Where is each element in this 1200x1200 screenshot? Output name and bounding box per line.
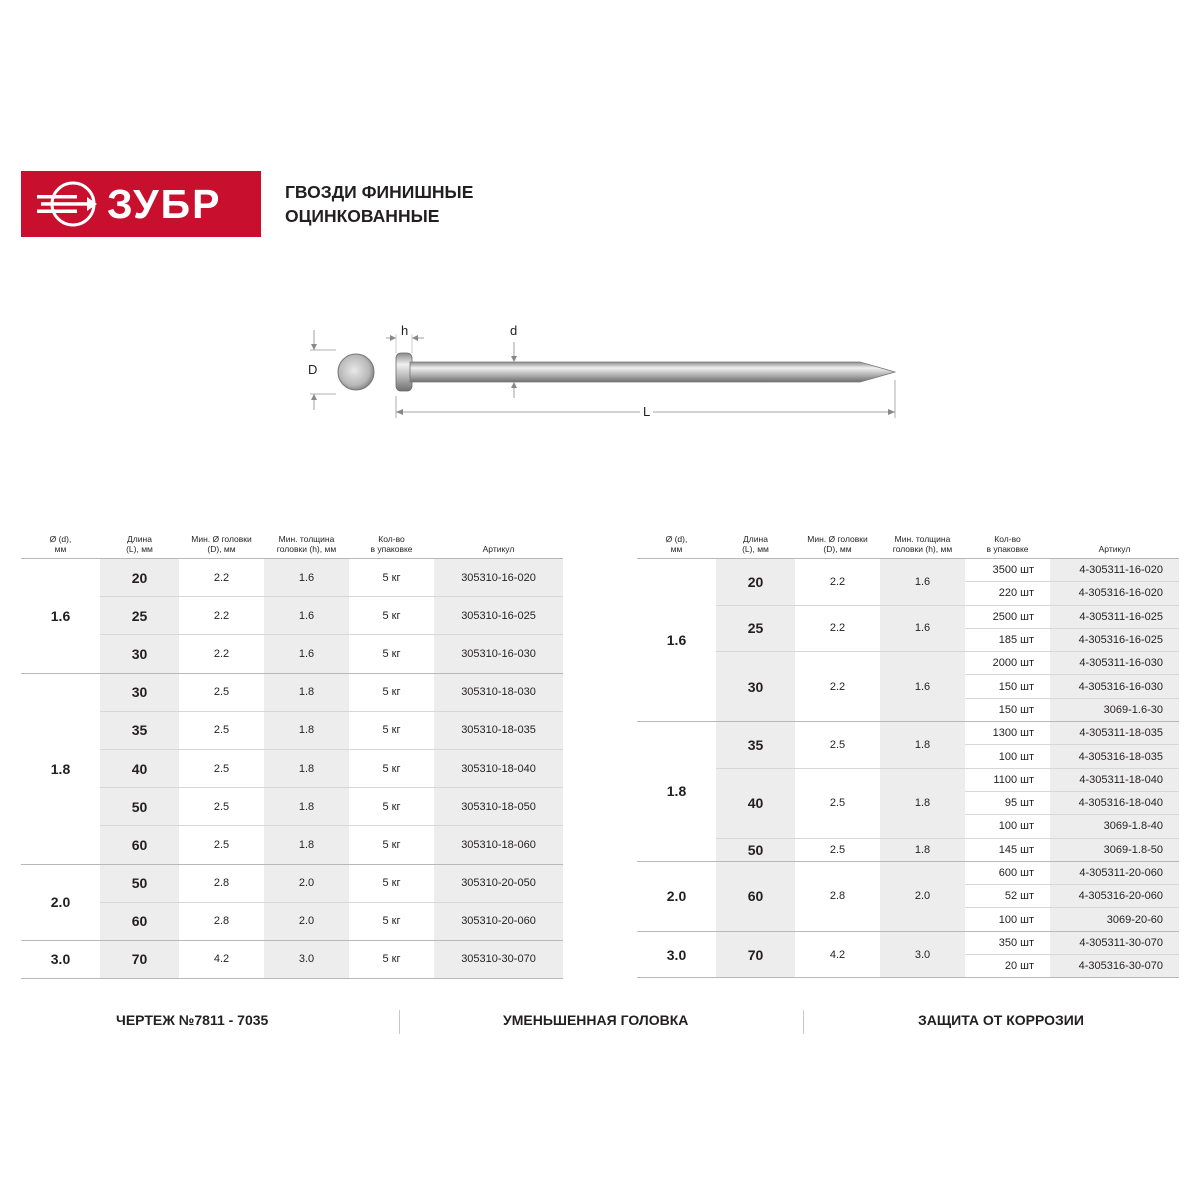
article-cell: 4-305316-18-035 <box>1050 745 1179 768</box>
article-cell: 305310-18-060 <box>434 826 563 864</box>
quantity-cell: 350 шт <box>965 931 1050 954</box>
length-cell: 50 <box>100 788 179 826</box>
diameter-cell: 3.0 <box>21 940 100 978</box>
column-header-length: Длина (L), мм <box>100 528 179 559</box>
head-diameter-cell: 2.8 <box>179 864 264 902</box>
length-cell: 50 <box>716 838 795 861</box>
nail-illustration <box>300 318 920 428</box>
head-thickness-cell: 2.0 <box>264 864 349 902</box>
table-row <box>21 673 563 711</box>
quantity-cell: 5 кг <box>349 788 434 826</box>
table-row <box>21 711 563 749</box>
head-thickness-cell: 1.8 <box>264 711 349 749</box>
head-thickness-cell: 1.8 <box>880 838 965 861</box>
article-cell: 4-305311-30-070 <box>1050 931 1179 954</box>
head-thickness-cell: 2.0 <box>880 861 965 931</box>
article-cell: 4-305311-16-020 <box>1050 559 1179 582</box>
quantity-cell: 220 шт <box>965 582 1050 605</box>
length-cell: 50 <box>100 864 179 902</box>
brand-logo <box>21 171 261 237</box>
column-header-qty: Кол-во в упаковке <box>349 528 434 559</box>
length-cell: 25 <box>716 605 795 652</box>
quantity-cell: 145 шт <box>965 838 1050 861</box>
quantity-cell: 150 шт <box>965 698 1050 721</box>
head-diameter-cell: 2.5 <box>179 673 264 711</box>
article-cell: 4-305311-16-025 <box>1050 605 1179 628</box>
table-row <box>637 652 1179 675</box>
table-row <box>21 864 563 902</box>
length-cell: 60 <box>100 902 179 940</box>
head-diameter-cell: 2.2 <box>795 652 880 722</box>
quantity-cell: 5 кг <box>349 635 434 673</box>
table-row <box>21 749 563 787</box>
quantity-cell: 2500 шт <box>965 605 1050 628</box>
article-cell: 305310-18-050 <box>434 788 563 826</box>
head-thickness-cell: 1.8 <box>880 722 965 769</box>
quantity-cell: 1100 шт <box>965 768 1050 791</box>
quantity-cell: 2000 шт <box>965 652 1050 675</box>
length-cell: 30 <box>716 652 795 722</box>
table-row <box>637 605 1179 628</box>
table-row <box>21 940 563 978</box>
head-diameter-cell: 2.2 <box>179 635 264 673</box>
product-title <box>285 180 473 228</box>
article-cell: 305310-20-050 <box>434 864 563 902</box>
dimension-label-d: d <box>510 323 518 338</box>
head-thickness-cell: 1.8 <box>264 826 349 864</box>
head-diameter-cell: 2.5 <box>179 826 264 864</box>
quantity-cell: 185 шт <box>965 628 1050 651</box>
table-row <box>21 559 563 597</box>
head-thickness-cell: 1.6 <box>264 559 349 597</box>
head-thickness-cell: 1.8 <box>264 749 349 787</box>
footer-feature-corrosion: ЗАЩИТА ОТ КОРРОЗИИ <box>918 1012 1084 1028</box>
quantity-cell: 5 кг <box>349 940 434 978</box>
head-diameter-cell: 2.2 <box>795 559 880 606</box>
table-row <box>637 861 1179 884</box>
article-cell: 305310-16-025 <box>434 597 563 635</box>
length-cell: 60 <box>716 861 795 931</box>
article-cell: 4-305316-16-030 <box>1050 675 1179 698</box>
article-cell: 3069-1.8-40 <box>1050 815 1179 838</box>
length-cell: 35 <box>716 722 795 769</box>
length-cell: 30 <box>100 635 179 673</box>
column-header-head-d: Мин. Ø головки (D), мм <box>179 528 264 559</box>
length-cell: 20 <box>100 559 179 597</box>
table-header-row <box>21 528 563 559</box>
brand-name: ЗУБР <box>107 181 222 227</box>
article-cell: 4-305316-18-040 <box>1050 791 1179 814</box>
quantity-cell: 150 шт <box>965 675 1050 698</box>
article-cell: 4-305311-18-040 <box>1050 768 1179 791</box>
head-diameter-cell: 2.8 <box>795 861 880 931</box>
head-thickness-cell: 1.6 <box>880 652 965 722</box>
article-cell: 3069-1.6-30 <box>1050 698 1179 721</box>
quantity-cell: 5 кг <box>349 711 434 749</box>
article-cell: 305310-20-060 <box>434 902 563 940</box>
diameter-cell: 1.6 <box>21 559 100 674</box>
table-row <box>637 931 1179 954</box>
table-row <box>637 768 1179 791</box>
length-cell: 25 <box>100 597 179 635</box>
diameter-cell: 2.0 <box>637 861 716 931</box>
column-header-article: Артикул <box>434 528 563 559</box>
column-header-head-h: Мин. толщина головки (h), мм <box>880 528 965 559</box>
table-row <box>21 635 563 673</box>
column-header-head-d: Мин. Ø головки (D), мм <box>795 528 880 559</box>
table-row <box>637 722 1179 745</box>
quantity-cell: 600 шт <box>965 861 1050 884</box>
column-header-article: Артикул <box>1050 528 1179 559</box>
quantity-cell: 52 шт <box>965 885 1050 908</box>
column-header-diameter: Ø (d), мм <box>637 528 716 559</box>
quantity-cell: 20 шт <box>965 955 1050 978</box>
column-header-diameter: Ø (d), мм <box>21 528 100 559</box>
table-header-row <box>637 528 1179 559</box>
head-thickness-cell: 1.6 <box>264 635 349 673</box>
head-thickness-cell: 1.8 <box>264 788 349 826</box>
head-thickness-cell: 3.0 <box>880 931 965 978</box>
table-row <box>637 559 1179 582</box>
column-header-head-h: Мин. толщина головки (h), мм <box>264 528 349 559</box>
article-cell: 4-305316-16-025 <box>1050 628 1179 651</box>
diameter-cell: 1.6 <box>637 559 716 722</box>
article-cell: 4-305311-16-030 <box>1050 652 1179 675</box>
quantity-cell: 1300 шт <box>965 722 1050 745</box>
length-cell: 40 <box>100 749 179 787</box>
length-cell: 70 <box>716 931 795 978</box>
length-cell: 20 <box>716 559 795 606</box>
article-cell: 4-305311-20-060 <box>1050 861 1179 884</box>
table-row <box>637 838 1179 861</box>
table-row <box>21 902 563 940</box>
spec-table-pieces <box>637 528 1179 978</box>
footer-divider <box>399 1010 400 1034</box>
head-thickness-cell: 1.8 <box>880 768 965 838</box>
head-diameter-cell: 4.2 <box>179 940 264 978</box>
head-thickness-cell: 1.6 <box>880 605 965 652</box>
table-row <box>21 788 563 826</box>
article-cell: 4-305316-16-020 <box>1050 582 1179 605</box>
column-header-qty: Кол-во в упаковке <box>965 528 1050 559</box>
head-diameter-cell: 2.5 <box>179 711 264 749</box>
quantity-cell: 100 шт <box>965 908 1050 931</box>
head-thickness-cell: 1.8 <box>264 673 349 711</box>
length-cell: 40 <box>716 768 795 838</box>
quantity-cell: 5 кг <box>349 902 434 940</box>
article-cell: 305310-18-040 <box>434 749 563 787</box>
head-thickness-cell: 1.6 <box>880 559 965 606</box>
dimension-label-L: L <box>640 404 653 419</box>
head-diameter-cell: 2.5 <box>795 838 880 861</box>
footer-feature-head: УМЕНЬШЕННАЯ ГОЛОВКА <box>503 1012 689 1028</box>
diameter-cell: 1.8 <box>21 673 100 864</box>
table-row <box>21 597 563 635</box>
article-cell: 305310-16-030 <box>434 635 563 673</box>
article-cell: 305310-18-030 <box>434 673 563 711</box>
article-cell: 3069-20-60 <box>1050 908 1179 931</box>
quantity-cell: 3500 шт <box>965 559 1050 582</box>
diameter-cell: 3.0 <box>637 931 716 978</box>
article-cell: 3069-1.8-50 <box>1050 838 1179 861</box>
dimension-label-D: D <box>308 362 318 377</box>
quantity-cell: 5 кг <box>349 559 434 597</box>
length-cell: 30 <box>100 673 179 711</box>
head-diameter-cell: 2.8 <box>179 902 264 940</box>
footer-divider <box>803 1010 804 1034</box>
article-cell: 4-305316-20-060 <box>1050 885 1179 908</box>
head-thickness-cell: 3.0 <box>264 940 349 978</box>
nail-drawing <box>300 318 920 428</box>
diameter-cell: 2.0 <box>21 864 100 940</box>
length-cell: 35 <box>100 711 179 749</box>
table-row <box>21 826 563 864</box>
footer-drawing-number: ЧЕРТЕЖ №7811 - 7035 <box>116 1012 269 1028</box>
quantity-cell: 5 кг <box>349 864 434 902</box>
head-diameter-cell: 2.2 <box>795 605 880 652</box>
quantity-cell: 5 кг <box>349 597 434 635</box>
head-diameter-cell: 2.5 <box>795 768 880 838</box>
head-thickness-cell: 1.6 <box>264 597 349 635</box>
article-cell: 305310-30-070 <box>434 940 563 978</box>
dimension-label-h: h <box>401 323 409 338</box>
title-line-1: ГВОЗДИ ФИНИШНЫЕ <box>285 182 474 202</box>
diameter-cell: 1.8 <box>637 722 716 862</box>
head-diameter-cell: 2.5 <box>179 749 264 787</box>
article-cell: 4-305316-30-070 <box>1050 955 1179 978</box>
spec-table-weight <box>21 528 563 979</box>
quantity-cell: 5 кг <box>349 673 434 711</box>
article-cell: 305310-16-020 <box>434 559 563 597</box>
head-diameter-cell: 2.2 <box>179 597 264 635</box>
head-diameter-cell: 2.5 <box>795 722 880 769</box>
title-line-2: ОЦИНКОВАННЫЕ <box>285 206 440 226</box>
quantity-cell: 100 шт <box>965 815 1050 838</box>
length-cell: 60 <box>100 826 179 864</box>
length-cell: 70 <box>100 940 179 978</box>
article-cell: 305310-18-035 <box>434 711 563 749</box>
quantity-cell: 5 кг <box>349 749 434 787</box>
head-diameter-cell: 4.2 <box>795 931 880 978</box>
quantity-cell: 100 шт <box>965 745 1050 768</box>
article-cell: 4-305311-18-035 <box>1050 722 1179 745</box>
quantity-cell: 5 кг <box>349 826 434 864</box>
column-header-length: Длина (L), мм <box>716 528 795 559</box>
quantity-cell: 95 шт <box>965 791 1050 814</box>
head-diameter-cell: 2.5 <box>179 788 264 826</box>
head-thickness-cell: 2.0 <box>264 902 349 940</box>
head-diameter-cell: 2.2 <box>179 559 264 597</box>
